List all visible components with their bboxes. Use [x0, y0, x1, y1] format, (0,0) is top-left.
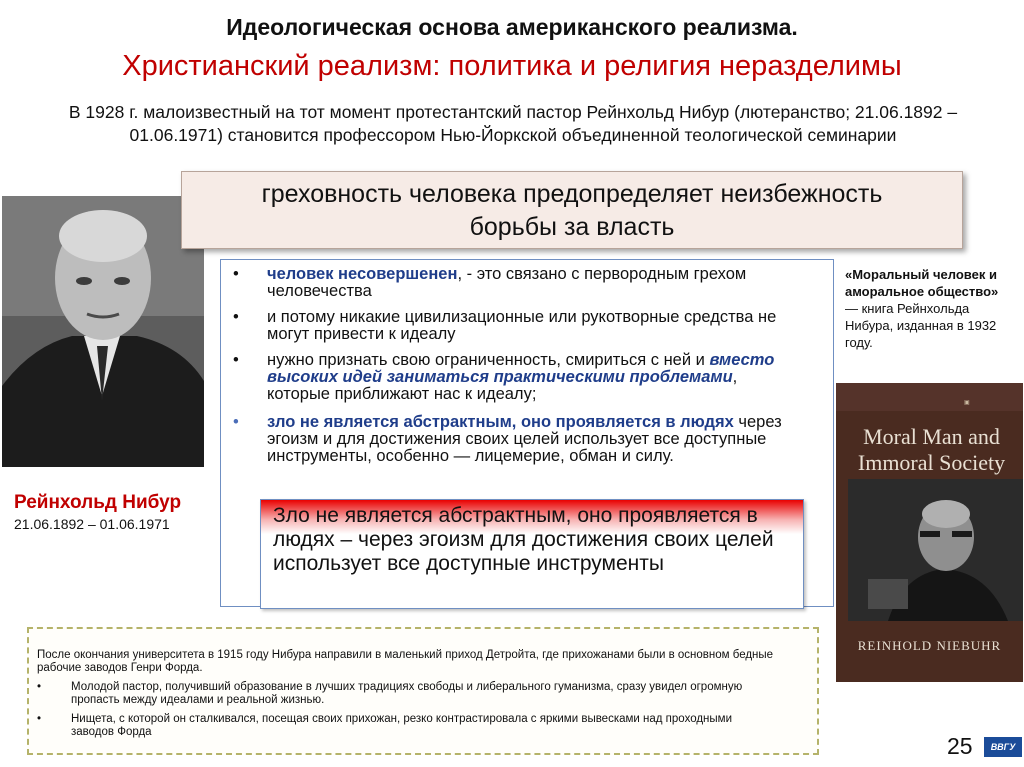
- callout-box: [260, 499, 804, 609]
- bullet-emphasis: человек несовершенен: [267, 265, 458, 283]
- bullet-text: и потому никакие цивилизационные или рукотворные средства не могут привести к идеалу: [267, 308, 777, 343]
- book-cover-photo: [848, 479, 1023, 621]
- list-item: [233, 352, 793, 403]
- note-item: [37, 713, 777, 739]
- bullet-dot: •: [233, 308, 239, 326]
- note-item: [37, 649, 777, 675]
- bullet-text: , - это связано с первородным грехом человечества: [267, 265, 747, 300]
- university-logo: ВВГУ: [984, 737, 1022, 757]
- thesis-banner: [181, 171, 963, 249]
- slide-title: Идеологическая основа американского реализма.: [226, 14, 798, 40]
- slide-subtitle: Христианский реализм: политика и религия неразделимы: [122, 50, 902, 82]
- person-dates: 21.06.1892 – 01.06.1971: [14, 516, 170, 532]
- bullet-emphasis: вместо высоких идей заниматься практическими проблемами: [267, 351, 775, 386]
- bullet-dot: •: [233, 413, 239, 431]
- bullet-emphasis: зло не является абстрактным, оно проявляется в людях: [267, 413, 734, 431]
- note-dot: •: [37, 713, 42, 725]
- note-text: Нищета, с которой он сталкивался, посещая своих прихожан, резко контрастировала с яркими вывесками над проходными заводов Форда: [71, 713, 732, 738]
- page-number: 25: [947, 733, 973, 759]
- note-dot: •: [37, 681, 42, 693]
- notes-box: [27, 627, 819, 755]
- book-caption-title: «Моральный человек и аморальное общество»: [845, 267, 999, 299]
- book-cover-band: [836, 383, 1023, 411]
- bullet-text: , которые приближают нас к идеалу;: [267, 368, 738, 403]
- list-item: [233, 266, 793, 300]
- thesis-line-2: борьбы за власть: [469, 213, 675, 241]
- intro-paragraph: В 1928 г. малоизвестный на тот момент протестантский пастор Рейнхольд Нибур (лютеранство; 21.06.1892 – 01.06.1971) становится профессором Нью-Йоркской объединенной теологической семинарии: [68, 102, 958, 145]
- book-caption: [845, 266, 1005, 351]
- book-title-line-2: Immoral Society: [857, 450, 1006, 475]
- bullet-dot: •: [233, 351, 239, 369]
- book-cover-title: [840, 424, 1023, 476]
- note-item: [37, 681, 777, 707]
- person-name: Рейнхольд Нибур: [14, 492, 182, 513]
- book-title-line-1: Moral Man and: [863, 424, 1000, 449]
- note-text: После окончания университета в 1915 году Нибура направили в маленький приход Детройта, где прихожанами были в основном бедные рабочие заводов Генри Форда.: [37, 649, 774, 674]
- list-item: [233, 414, 793, 465]
- note-text: Молодой пастор, получивший образование в лучших традициях свободы и либерального гуманизма, сразу увидел огромную пропасть между идеалами и реальной жизнью.: [71, 681, 743, 706]
- bullet-dot: •: [233, 265, 239, 283]
- book-cover-author: REINHOLD NIEBUHR: [857, 638, 1002, 653]
- list-item: [233, 309, 793, 343]
- bullet-text: через эгоизм и для достижения своих целей использует все доступные инструменты, особенно — лицемерие, обман и силу.: [267, 413, 782, 465]
- thesis-line-1: греховность человека предопределяет неизбежность: [261, 180, 883, 208]
- publisher-emblem-icon: ▣: [964, 400, 970, 406]
- book-caption-text: — книга Рейнхольда Нибура, изданная в 1932 году.: [845, 301, 997, 350]
- bullet-text: нужно признать свою ограниченность, смириться с ней и: [267, 351, 710, 369]
- callout-text: Зло не является абстрактным, оно проявляется в людях – через эгоизм для достижения своих целей использует все доступные инструменты: [273, 504, 774, 575]
- book-cover-image: [836, 383, 1023, 682]
- portrait-photo: [2, 196, 204, 467]
